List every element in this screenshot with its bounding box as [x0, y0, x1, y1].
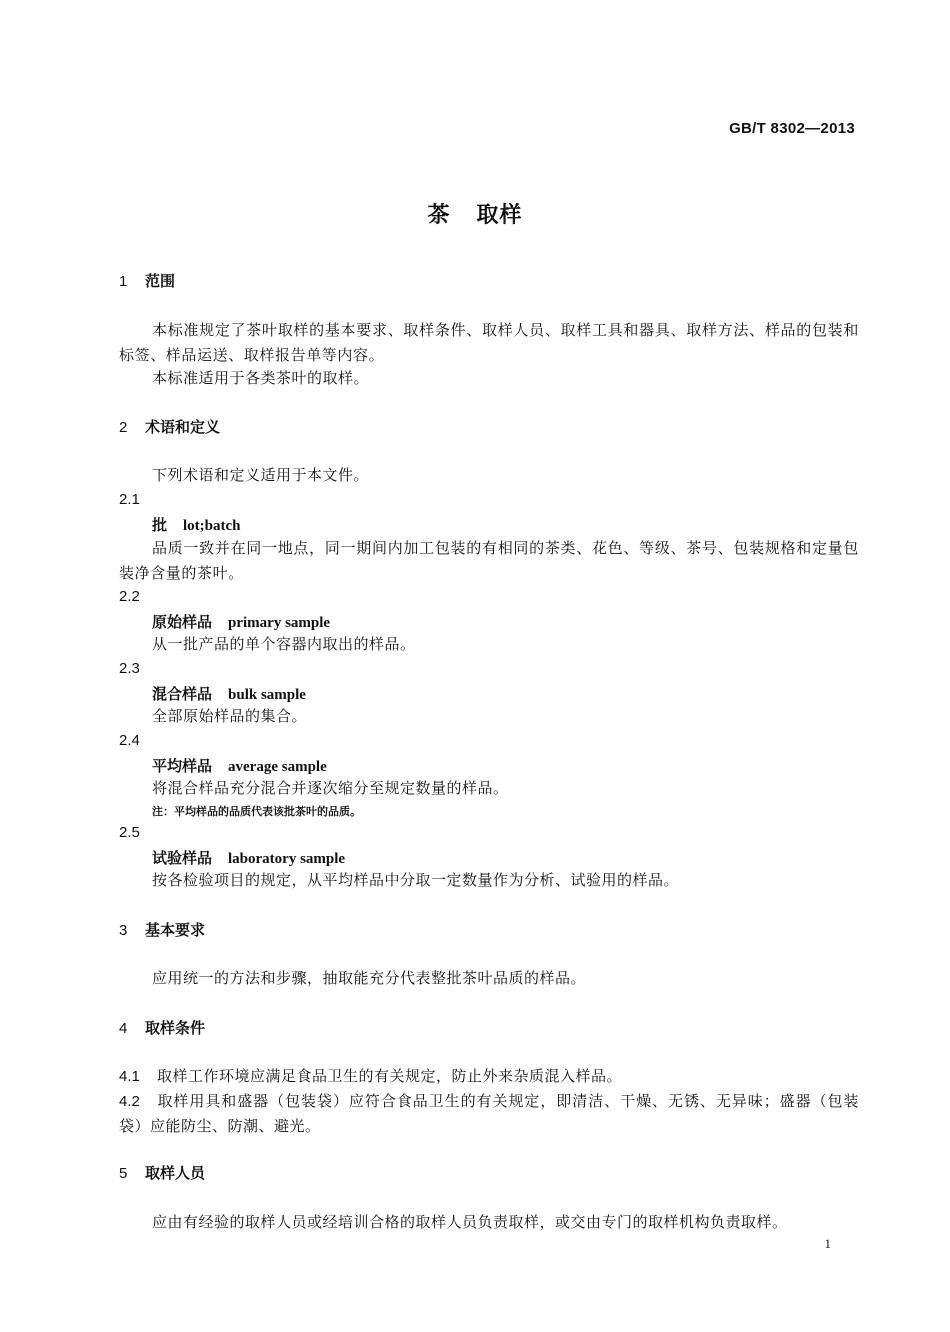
section-2-intro: 下列术语和定义适用于本文件。 — [152, 466, 370, 484]
section-3-heading — [119, 919, 205, 940]
term-zh: 试验样品 — [152, 849, 213, 867]
clause-number: 4.2 — [119, 1093, 140, 1110]
term-zh: 平均样品 — [152, 757, 213, 775]
section-title: 范围 — [145, 272, 176, 290]
section-number: 1 — [119, 273, 128, 290]
term-heading — [152, 847, 345, 868]
clause-number: 4.1 — [119, 1068, 140, 1085]
section-number: 3 — [119, 922, 128, 939]
clause-text: 取样工作环境应满足食品卫生的有关规定，防止外来杂质混入样品。 — [157, 1067, 623, 1085]
term-definition: 品质一致并在同一地点，同一期间内加工包装的有相同的茶类、花色、等级、茶号、包装规格和定量包装净含量的茶叶。 — [119, 539, 859, 582]
section-number: 4 — [119, 1020, 128, 1037]
term-number: 2.5 — [119, 824, 140, 841]
term-number: 2.1 — [119, 491, 140, 508]
section-title: 取样人员 — [145, 1164, 206, 1182]
term-definition: 从一批产品的单个容器内取出的样品。 — [152, 635, 416, 653]
section-number: 5 — [119, 1165, 128, 1182]
section-title: 术语和定义 — [145, 418, 221, 436]
term-definition: 将混合样品充分混合并逐次缩分至规定数量的样品。 — [152, 779, 509, 797]
term-en: primary sample — [228, 615, 331, 631]
term-en: lot;batch — [183, 518, 241, 534]
clause-4-1 — [119, 1064, 859, 1089]
term-note: 注：平均样品的品质代表该批茶叶的品质。 — [152, 805, 361, 818]
section-title: 取样条件 — [145, 1019, 206, 1037]
section-2-heading — [119, 416, 220, 437]
term-zh: 原始样品 — [152, 613, 213, 631]
document-title — [0, 198, 950, 229]
section-1-paragraph-2: 本标准适用于各类茶叶的取样。 — [152, 369, 370, 387]
section-5-heading — [119, 1162, 205, 1183]
term-number: 2.4 — [119, 732, 140, 749]
term-heading — [152, 683, 306, 704]
term-heading — [152, 514, 241, 535]
section-1-heading — [119, 270, 175, 291]
term-heading — [152, 755, 327, 776]
title-part-2: 取样 — [476, 203, 523, 228]
title-part-1: 茶 — [427, 203, 451, 228]
section-5-paragraph: 应由有经验的取样人员或经培训合格的取样人员负责取样，或交由专门的取样机构负责取样。 — [152, 1213, 788, 1231]
term-heading — [152, 611, 330, 632]
section-title: 基本要求 — [145, 921, 206, 939]
term-number: 2.3 — [119, 660, 140, 677]
term-definition: 按各检验项目的规定，从平均样品中分取一定数量作为分析、试验用的样品。 — [152, 871, 680, 889]
term-zh: 混合样品 — [152, 685, 213, 703]
section-3-paragraph: 应用统一的方法和步骤，抽取能充分代表整批茶叶品质的样品。 — [152, 969, 587, 987]
standard-number: GB/T 8302—2013 — [729, 120, 855, 137]
section-1-paragraph-1: 本标准规定了茶叶取样的基本要求、取样条件、取样人员、取样工具和器具、取样方法、样品的包装和标签、样品运送、取样报告单等内容。 — [119, 321, 859, 364]
clause-4-2 — [119, 1089, 859, 1139]
term-en: average sample — [228, 759, 327, 775]
page-number: 1 — [824, 1236, 831, 1251]
term-zh: 批 — [152, 516, 168, 534]
section-4-heading — [119, 1017, 205, 1038]
term-en: laboratory sample — [228, 851, 346, 867]
term-number: 2.2 — [119, 588, 140, 605]
section-number: 2 — [119, 419, 128, 436]
clause-text: 取样用具和盛器（包装袋）应符合食品卫生的有关规定，即清洁、干燥、无锈、无异味；盛器（包装袋）应能防尘、防潮、避光。 — [119, 1092, 859, 1135]
term-definition: 全部原始样品的集合。 — [152, 707, 308, 725]
term-en: bulk sample — [228, 687, 306, 703]
